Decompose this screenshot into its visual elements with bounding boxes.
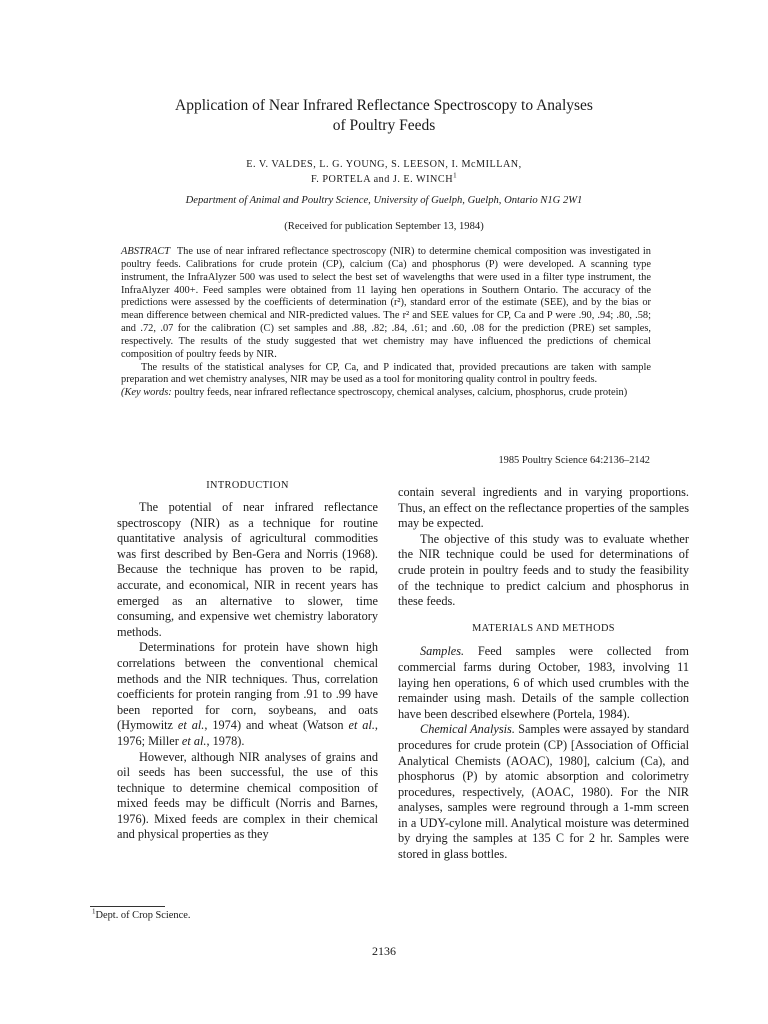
abstract-paragraph-2: The results of the statistical analyses for CP, Ca, and P indicated that, provided precautions are taken with sample preparation and wet chemistry analyses, NIR may be used as a tool for monitoring quality control in poultry feeds. xyxy=(121,361,651,386)
author-list xyxy=(150,157,618,187)
page-number: 2136 xyxy=(372,944,396,958)
footnote-text: Dept. of Crop Science. xyxy=(95,910,191,921)
title-line-1: Application of Near Infrared Reflectance Spectroscopy to Analyses xyxy=(175,97,593,114)
authors-line-1: E. V. VALDES, L. G. YOUNG, S. LEESON, I. McMILLAN, xyxy=(246,159,522,170)
keywords xyxy=(121,387,651,400)
authors-line-2: F. PORTELA and J. E. WINCH$^1$ xyxy=(310,171,458,185)
abstract-label: ABSTRACT xyxy=(121,246,171,257)
journal-citation: 1985 Poultry Science 64:2136–2142 xyxy=(498,455,650,466)
author-footnote-mark: 1 xyxy=(453,171,458,180)
footnote xyxy=(92,907,191,921)
affiliation: Department of Animal and Poultry Science, University of Guelph, Guelph, Ontario N1G 2W1 xyxy=(185,195,583,206)
section-heading-materials-methods: MATERIALS AND METHODS xyxy=(472,622,615,634)
section-heading-introduction: INTRODUCTION xyxy=(206,480,289,491)
samples-label: Samples. xyxy=(420,644,465,659)
right-column xyxy=(398,485,689,863)
intro-paragraph-3-continued: contain several ingredients and in varying proportions. Thus, an effect on the reflectance properties of the samples may be expected. xyxy=(398,485,689,531)
abstract-paragraph-1 xyxy=(121,246,651,362)
methods-samples-paragraph: Samples. Feed samples were collected from commercial farms during October, 1983, involving 11 laying hen operations, 6 of which used crumbles with the remainder using mash. Details of the sample collection have been described elsewhere (Portela, 1984). xyxy=(398,644,689,721)
paper-title xyxy=(120,96,648,136)
received-date: (Received for publication September 13, 1984) xyxy=(284,221,484,232)
intro-paragraph-3: However, although NIR analyses of grains and oil seeds has been successful, the use of this technique to determine chemical composition of mixed feeds may be difficult (Norris and Barnes, 1976). Mixed feeds are complex in their chemical and physical properties as they xyxy=(117,749,378,842)
keywords-text: poultry feeds, near infrared reflectance spectroscopy, chemical analyses, calcium, phosphorus, crude protein) xyxy=(174,387,628,399)
footnote-divider xyxy=(90,906,165,907)
chemical-analysis-label: Chemical Analysis. xyxy=(420,722,515,737)
keywords-label: (Key words: xyxy=(121,387,172,399)
title-line-2: of Poultry Feeds xyxy=(332,117,436,134)
intro-paragraph-4: The objective of this study was to evaluate whether the NIR technique could be used for determinations of crude protein in poultry feeds and to study the feasibility of the technique to predict calcium and phosphorus in these feeds. xyxy=(398,531,689,609)
abstract-text-1: The use of near infrared reflectance spectroscopy (NIR) to determine chemical composition was investigated in poultry feeds. Calibrations for crude protein (CP), calcium (Ca) and phosphorus (P) were developed. A scanning type instrument, the InfraAlyzer 500 was used to select the best set of wavelengths that were used in a filter type instrument, the InfraAlyzer 400+. Feed samples were obtained from 11 laying hen operations in Southern Ontario. The accuracy of the predictions were assessed by the coefficients of determination (r²), standard error of the estimate (SEE), and by the bias or mean difference between chemical and NIR-predicted values. The r² and SEE values for CP, Ca and P were .90, .94; .80, .58; and .72, .07 for the calibration (C) set samples and .88, .82; .84, .61; and .60, .08 for the prediction (PRE) set samples, respectively. The results of the study suggested that wet chemistry may have influenced the predictions of chemical composition of poultry feeds by NIR. xyxy=(121,246,651,360)
methods-chemical-paragraph: Chemical Analysis. Samples were assayed by standard procedures for crude protein (CP) [Association of Official Analytical Chemists (AOAC), 1980], calcium (Ca), and phosphorus (P) by atomic absorption and colorimetry procedures, respectively, (AOAC, 1980). For the NIR analyses, samples were reground through a 1-mm screen in a UDY-cylone mill. Analytical moisture was determined by drying the samples at 135 C for 2 hr. Samples were stored in glass bottles. xyxy=(398,722,689,862)
intro-paragraph-2: Determinations for protein have shown high correlations between the conventional chemical methods and the NIR techniques. Thus, correlation coefficients for protein ranging from .91 to .99 have been reported for corn, soybeans, and oats (Hymowitz et al., 1974) and wheat (Watson et al., 1976; Miller et al., 1978). xyxy=(117,640,378,748)
left-column xyxy=(117,500,378,843)
abstract xyxy=(121,246,651,400)
footnote-mark: 1 xyxy=(92,907,96,916)
intro-paragraph-1: The potential of near infrared reflectance spectroscopy (NIR) as a technique for routine quantitative analysis of agricultural commodities was first described by Ben-Gera and Norris (1968). Because the technique has proven to be rapid, accurate, and economical, NIR in recent years has emerged as an alternative to slower, time consuming, and expensive wet chemistry laboratory methods. xyxy=(117,500,378,639)
